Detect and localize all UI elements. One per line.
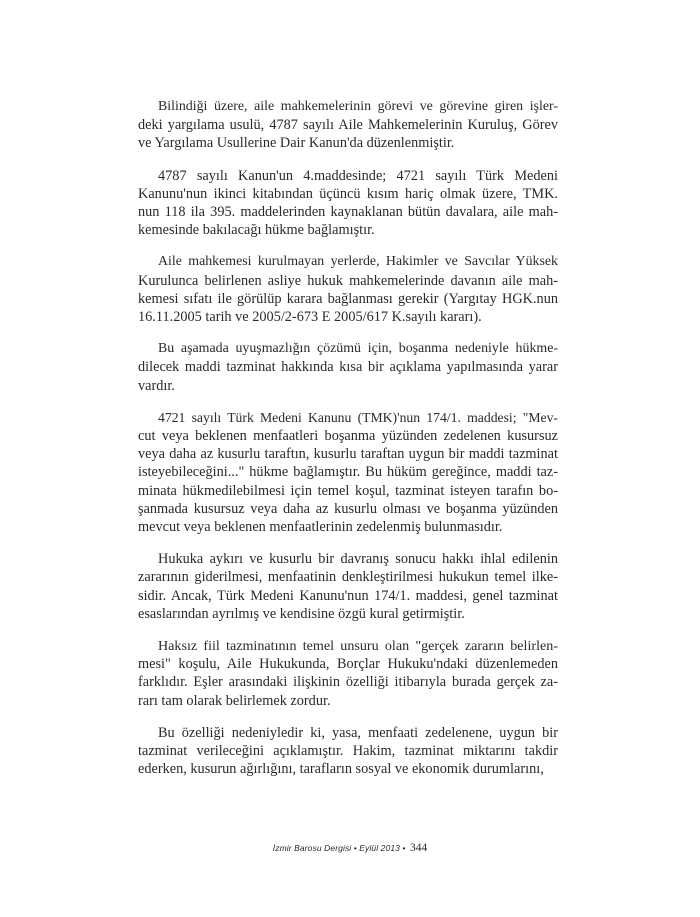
text-line: 16.11.2005 tarih ve 2005/2-673 E 2005/617 K.sayılı kararı). xyxy=(138,309,482,326)
text-line: Kurulunca belirlenen asliye hukuk mahkemelerinde davanın aile mah- xyxy=(138,272,558,289)
text-line: Bu aşamada uyuşmazlığın çözümü için, boşanma nedeniyle hükme- xyxy=(158,341,558,357)
paragraph xyxy=(138,167,558,240)
text-line: sidir. Ancak, Türk Medeni Kanunu'nun 174/1. maddesi, genel tazminat xyxy=(138,587,558,604)
text-line: dilecek maddi tazminat hakkında kısa bir açıklama yapılmasında yarar xyxy=(138,359,558,376)
text-line: veya daha az kusurlu taraftın, kusurlu taraftan uygun bir maddi tazminat xyxy=(138,446,558,463)
text-line: Hukuka aykırı ve kusurlu bir davranış sonucu hakkı ihlal edilenin xyxy=(158,551,558,568)
text-line: ederken, kusurun ağırlığını, tarafların sosyal ve ekonomik durumlarını, xyxy=(138,761,544,778)
text-line: vardır. xyxy=(138,377,175,394)
paragraph xyxy=(138,253,558,326)
page-footer xyxy=(0,838,700,856)
text-line: Bu özelliği nedeniyledir ki, yasa, menfaati zedelenene, uygun bir xyxy=(158,724,558,741)
text-line: rarı tam olarak belirlemek zordur. xyxy=(138,692,331,709)
text-line: farklıdır. Eşler arasındaki ilişkinin özelliği itibarıyla burada gerçek za- xyxy=(138,674,558,691)
text-line: 4787 sayılı Kanun'un 4.maddesinde; 4721 sayılı Türk Medeni xyxy=(158,167,558,184)
text-line: minata hükmedilebilmesi için temel koşul, tazminat isteyen tarafın bo- xyxy=(138,482,558,499)
text-line: tazminat verileceğini açıklamıştır. Hakim, tazminat miktarını takdir xyxy=(138,743,558,760)
body-text xyxy=(138,98,558,793)
text-line: kemesinde bakılacağı hükme bağlamıştır. xyxy=(138,222,375,239)
paragraph xyxy=(138,409,558,536)
paragraph xyxy=(138,340,558,395)
text-line: nun 118 ila 395. maddelerinden kaynaklanan bütün davalara, aile mah- xyxy=(138,204,558,221)
text-line: Haksız fiil tazminatının temel unsuru olan "gerçek zararın belirlen- xyxy=(158,638,558,655)
paragraph xyxy=(138,637,558,710)
page-number: 344 xyxy=(409,842,428,854)
paragraph xyxy=(138,98,558,153)
text-line: mesi" koşulu, Aile Hukukunda, Borçlar Hukuku'ndaki düzenlemeden xyxy=(138,656,558,673)
text-line: deki yargılama usulü, 4787 sayılı Aile Mahkemelerinin Kuruluş, Görev xyxy=(138,117,558,134)
journal-citation: İzmir Barosu Dergisi • Eylül 2013 • xyxy=(272,843,406,853)
text-line: isteyebileceğini..." hükme bağlamıştır. Bu hüküm gereğince, maddi taz- xyxy=(138,464,558,481)
text-line: zararının giderilmesi, menfaatinin denkleştirilmesi hukukun temel ilke- xyxy=(138,569,558,586)
text-line: Kanunu'nun ikinci kitabından üçüncü kısım hariç olmak üzere, TMK. xyxy=(138,185,558,202)
paragraph xyxy=(138,550,558,623)
text-line: şanmada kusursuz veya daha az kusurlu olması ve boşanma yüzünden xyxy=(138,500,558,517)
text-line: kemesi sıfatı ile görülüp karara bağlanması gerekir (Yargıtay HGK.nun xyxy=(138,290,558,307)
paragraph xyxy=(138,724,558,779)
text-line: cut veya beklenen menfaatleri boşanma yüzünden zedelenen kusursuz xyxy=(138,428,558,445)
text-line: esaslarından ayrılmış ve kendisine özgü kural getirmiştir. xyxy=(138,605,465,622)
text-line: Bilindiği üzere, aile mahkemelerinin görevi ve görevine giren işler- xyxy=(158,99,558,114)
text-line: 4721 sayılı Türk Medeni Kanunu (TMK)'nun 174/1. maddesi; "Mev- xyxy=(158,409,558,425)
text-line: Aile mahkemesi kurulmayan yerlerde, Hakimler ve Savcılar Yüksek xyxy=(158,254,558,270)
text-line: mevcut veya beklenen menfaatlerinin zedelenmiş bulunmasıdır. xyxy=(138,519,503,536)
text-line: ve Yargılama Usullerine Dair Kanun'da düzenlenmiştir. xyxy=(138,135,455,152)
